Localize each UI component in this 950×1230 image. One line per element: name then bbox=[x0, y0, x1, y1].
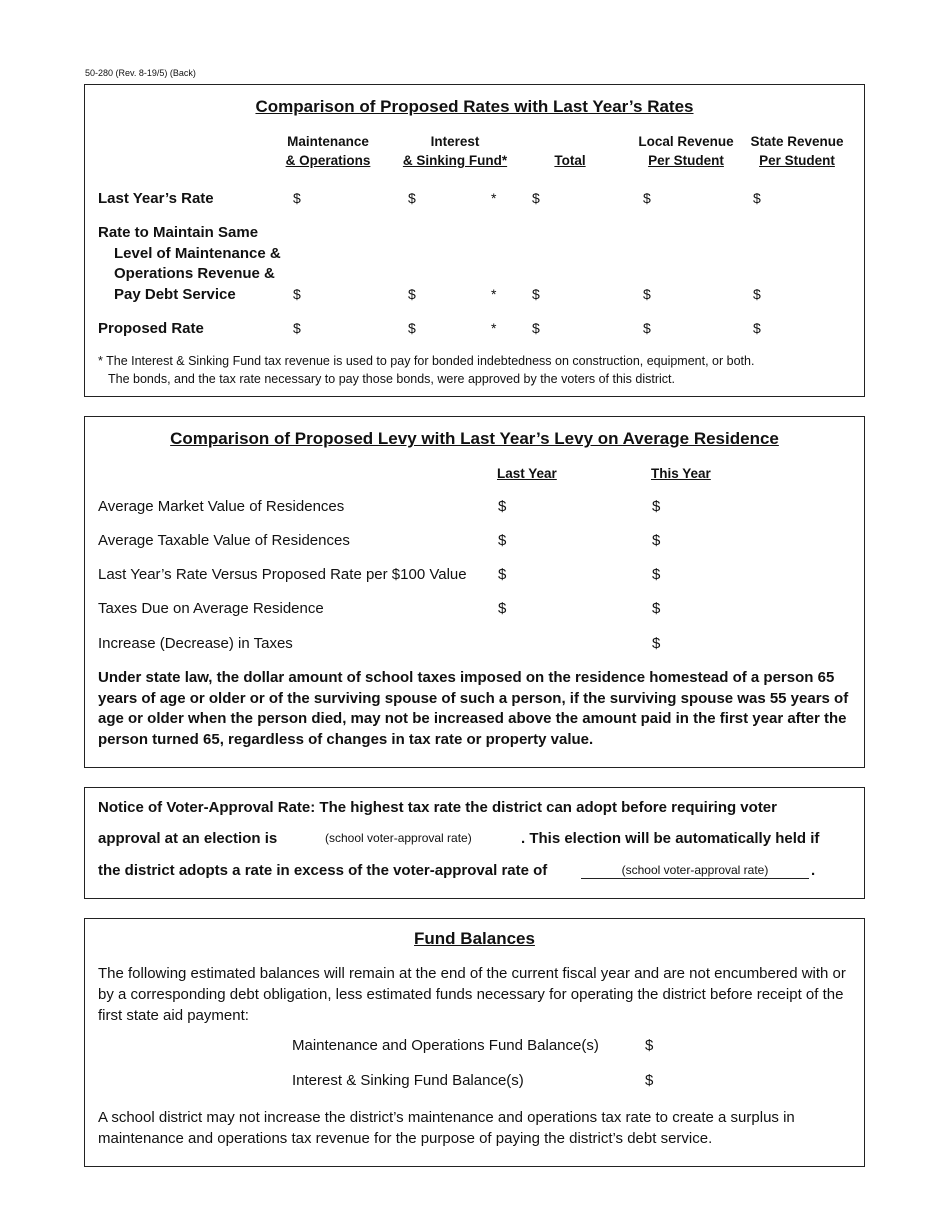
cell-local-revenue: $ bbox=[643, 286, 651, 302]
column-header-line1: Interest bbox=[430, 134, 480, 149]
footnote-line: * The Interest & Sinking Fund tax revenue is used to pay for bonded indebtedness on construction, equipment, or both. bbox=[98, 354, 755, 368]
column-header-state-revenue bbox=[741, 132, 853, 170]
rates-footnote bbox=[98, 352, 754, 388]
levy-this-year-value: $ bbox=[652, 566, 661, 583]
fund-balances-closing: A school district may not increase the district’s maintenance and operations tax rate to create a surplus in maintenance and operations tax revenue for the purpose of paying the district’s debt service. bbox=[98, 1109, 795, 1147]
cell-local-revenue: $ bbox=[643, 190, 651, 206]
levy-last-year-value: $ bbox=[498, 498, 507, 515]
cell-interest: $ bbox=[408, 320, 416, 336]
senior-homestead-statement: Under state law, the dollar amount of school taxes imposed on the residence homestead of a person 65 years of age or older or of the surviving spouse of such a person, if the surviving spouse was 55 years of age or older when the person died, may not be increased above the amount paid in the first year after the person turned 65, regardless of changes in tax rate or property value. bbox=[98, 669, 849, 748]
voter-approval-rate-field[interactable]: (school voter-approval rate) bbox=[325, 831, 472, 845]
row-label-line: Operations Revenue & bbox=[114, 265, 275, 282]
fund-balance-label: Interest & Sinking Fund Balance(s) bbox=[292, 1072, 524, 1089]
cell-total: $ bbox=[532, 286, 540, 302]
cell-state-revenue: $ bbox=[753, 190, 761, 206]
levy-title: Comparison of Proposed Levy with Last Year’s Levy on Average Residence bbox=[170, 429, 779, 448]
row-label-line: Rate to Maintain Same bbox=[98, 224, 259, 241]
column-header-line1: Local Revenue bbox=[638, 134, 734, 149]
fund-balance-value: $ bbox=[645, 1072, 654, 1089]
column-header-label: This Year bbox=[651, 466, 711, 481]
notice-line-2-prefix: approval at an election is bbox=[98, 830, 278, 847]
fund-balances-title: Fund Balances bbox=[414, 929, 535, 948]
cell-asterisk: * bbox=[491, 320, 497, 336]
column-header-local-revenue bbox=[631, 132, 741, 170]
rates-section bbox=[84, 84, 865, 397]
column-header-line1: State Revenue bbox=[750, 134, 844, 149]
cell-total: $ bbox=[532, 320, 540, 336]
row-label-proposed-rate: Proposed Rate bbox=[98, 320, 204, 337]
fund-balances-intro: The following estimated balances will remain at the end of the current fiscal year and are not encumbered with or by a corresponding debt obligation, less estimated funds necessary for operating the district before receipt of the first state aid payment: bbox=[98, 965, 846, 1024]
column-header-interest bbox=[390, 132, 520, 170]
column-header-label: Last Year bbox=[497, 466, 557, 481]
levy-this-year-value: $ bbox=[652, 635, 661, 652]
column-header-line1: Maintenance bbox=[287, 134, 369, 149]
form-number: 50-280 (Rev. 8-19/5) (Back) bbox=[85, 68, 196, 78]
column-header-line2: & Sinking Fund* bbox=[402, 153, 508, 168]
fund-balances-section bbox=[84, 918, 865, 1167]
cell-maintenance: $ bbox=[293, 190, 301, 206]
cell-total: $ bbox=[532, 190, 540, 206]
rates-title: Comparison of Proposed Rates with Last Year’s Rates bbox=[255, 97, 694, 116]
cell-interest: $ bbox=[408, 190, 416, 206]
column-header-total bbox=[540, 132, 600, 170]
notice-line-3-prefix: the district adopts a rate in excess of the voter-approval rate of bbox=[98, 862, 548, 879]
column-header-line2: & Operations bbox=[285, 153, 371, 168]
levy-row-label: Taxes Due on Average Residence bbox=[98, 600, 324, 617]
cell-interest: $ bbox=[408, 286, 416, 302]
levy-row-label: Average Taxable Value of Residences bbox=[98, 532, 350, 549]
row-label-line: Pay Debt Service bbox=[114, 285, 236, 303]
column-header-line2: Total bbox=[554, 153, 586, 168]
cell-asterisk: * bbox=[491, 190, 497, 206]
notice-line-1: Notice of Voter-Approval Rate: The highest tax rate the district can adopt before requiring voter bbox=[98, 799, 777, 816]
voter-approval-notice bbox=[84, 787, 865, 899]
footnote-line: The bonds, and the tax rate necessary to pay those bonds, were approved by the voters of this district. bbox=[108, 372, 675, 386]
column-header-line2: Per Student bbox=[759, 153, 835, 168]
notice-line-2-suffix: . This election will be automatically held if bbox=[521, 830, 820, 847]
cell-state-revenue: $ bbox=[753, 320, 761, 336]
cell-state-revenue: $ bbox=[753, 286, 761, 302]
cell-local-revenue: $ bbox=[643, 320, 651, 336]
levy-last-year-value: $ bbox=[498, 600, 507, 617]
fund-balance-value: $ bbox=[645, 1037, 654, 1054]
cell-maintenance: $ bbox=[293, 286, 301, 302]
levy-row-label: Increase (Decrease) in Taxes bbox=[98, 635, 293, 652]
row-label-last-year-rate: Last Year’s Rate bbox=[98, 190, 214, 207]
levy-row-label: Average Market Value of Residences bbox=[98, 498, 345, 515]
cell-asterisk: * bbox=[491, 286, 497, 302]
levy-section bbox=[84, 416, 865, 768]
levy-row-label: Last Year’s Rate Versus Proposed Rate per $100 Value bbox=[98, 566, 467, 583]
column-header-line2: Per Student bbox=[648, 153, 724, 168]
levy-this-year-value: $ bbox=[652, 498, 661, 515]
levy-this-year-value: $ bbox=[652, 532, 661, 549]
fund-balance-label: Maintenance and Operations Fund Balance(s) bbox=[292, 1037, 599, 1054]
levy-last-year-value: $ bbox=[498, 532, 507, 549]
column-header-maintenance bbox=[273, 132, 383, 170]
levy-last-year-value: $ bbox=[498, 566, 507, 583]
column-header-line1 bbox=[568, 134, 572, 149]
row-label-rate-to-maintain bbox=[98, 223, 281, 305]
cell-maintenance: $ bbox=[293, 320, 301, 336]
notice-line-3-suffix: . bbox=[811, 862, 816, 879]
row-label-line: Level of Maintenance & bbox=[114, 244, 281, 262]
levy-this-year-value: $ bbox=[652, 600, 661, 617]
column-header-last-year bbox=[497, 464, 557, 483]
voter-approval-rate-field[interactable]: (school voter-approval rate) bbox=[581, 862, 809, 879]
column-header-this-year bbox=[651, 464, 711, 483]
